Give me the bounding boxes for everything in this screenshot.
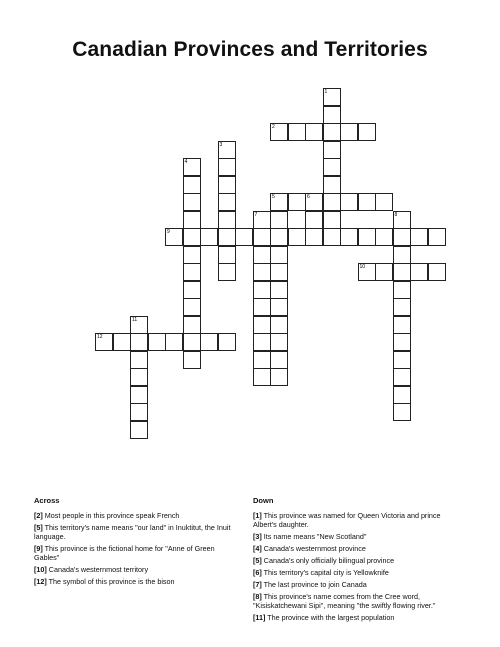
down-clue — [253, 580, 458, 589]
grid-cell[interactable] — [428, 263, 446, 281]
grid-cell[interactable] — [288, 228, 306, 246]
clue-number: 11 — [132, 316, 138, 323]
grid-cell[interactable] — [148, 333, 166, 351]
clue-text: Canada's westernmost territory — [46, 565, 149, 574]
down-clues — [253, 496, 458, 625]
grid-cell[interactable] — [130, 403, 148, 421]
clue-number: 12 — [97, 334, 103, 340]
down-clue — [253, 568, 458, 577]
clue-text: Canada's westernmost province — [261, 544, 366, 553]
grid-cell[interactable] — [393, 263, 411, 281]
grid-cell[interactable] — [218, 193, 236, 211]
grid-cell[interactable] — [410, 228, 428, 246]
grid-cell[interactable] — [183, 298, 201, 316]
grid-cell[interactable] — [183, 333, 201, 351]
grid-cell[interactable] — [323, 141, 341, 159]
clue-label: [12] — [34, 577, 47, 586]
grid-cell[interactable] — [323, 228, 341, 246]
grid-cell[interactable] — [340, 193, 358, 211]
clue-label: [5] — [34, 523, 43, 532]
grid-cell[interactable] — [253, 351, 271, 369]
grid-cell[interactable] — [253, 368, 271, 386]
grid-cell[interactable] — [218, 246, 236, 264]
down-heading: Down — [253, 496, 274, 505]
grid-cell[interactable] — [428, 228, 446, 246]
grid-cell[interactable] — [393, 298, 411, 316]
grid-cell[interactable] — [218, 211, 236, 229]
grid-cell[interactable] — [270, 193, 288, 211]
clue-label: [7] — [253, 580, 262, 589]
grid-cell[interactable] — [218, 176, 236, 194]
grid-cell[interactable] — [270, 316, 288, 334]
down-clue — [253, 511, 458, 529]
clue-text: Most people in this province speak French — [42, 511, 180, 520]
clue-number: 7 — [254, 211, 258, 218]
clue-number: 2 — [272, 124, 275, 130]
grid-cell[interactable] — [270, 351, 288, 369]
across-heading: Across — [34, 496, 60, 505]
grid-cell[interactable] — [270, 246, 288, 264]
grid-cell[interactable] — [183, 193, 201, 211]
across-clue — [34, 523, 239, 541]
grid-cell[interactable] — [183, 246, 201, 264]
grid-cell[interactable] — [288, 123, 306, 141]
clue-number: 3 — [219, 141, 223, 148]
grid-cell[interactable] — [130, 421, 148, 439]
grid-cell[interactable] — [323, 211, 341, 229]
grid-cell[interactable] — [183, 158, 201, 176]
grid-cell[interactable] — [183, 263, 201, 281]
clue-label: [8] — [253, 592, 262, 601]
grid-cell[interactable] — [130, 386, 148, 404]
grid-cell[interactable] — [270, 211, 288, 229]
grid-cell[interactable] — [340, 123, 358, 141]
grid-cell[interactable] — [410, 263, 428, 281]
grid-cell[interactable] — [165, 228, 183, 246]
grid-cell[interactable] — [323, 88, 341, 106]
grid-cell[interactable] — [253, 211, 271, 229]
clue-number: 9 — [167, 229, 170, 235]
clue-text: The last province to join Canada — [261, 580, 367, 589]
clue-label: [5] — [253, 556, 262, 565]
grid-cell[interactable] — [375, 193, 393, 211]
grid-cell[interactable] — [253, 246, 271, 264]
grid-cell[interactable] — [305, 211, 323, 229]
grid-cell[interactable] — [218, 158, 236, 176]
grid-cell[interactable] — [393, 316, 411, 334]
clue-number: 4 — [184, 159, 188, 165]
down-clue — [253, 544, 458, 553]
clue-text: This territory's name means "our land" in Inuktitut, the Inuit language. — [34, 523, 231, 541]
down-clue-list — [253, 511, 458, 622]
grid-cell[interactable] — [183, 281, 201, 299]
grid-cell[interactable] — [253, 228, 271, 246]
grid-cell[interactable] — [183, 228, 201, 246]
down-clue — [253, 556, 458, 565]
across-clue-list — [34, 511, 239, 586]
grid-cell[interactable] — [253, 333, 271, 351]
down-clue — [253, 613, 458, 622]
grid-cell[interactable] — [358, 228, 376, 246]
clue-text: The province with the largest population — [265, 613, 395, 622]
grid-cell[interactable] — [375, 263, 393, 281]
across-clue — [34, 511, 239, 520]
grid-cell[interactable] — [393, 386, 411, 404]
grid-cell[interactable] — [393, 403, 411, 421]
clue-text: The symbol of this province is the bison — [46, 577, 175, 586]
clue-label: [11] — [253, 613, 266, 622]
grid-cell[interactable] — [270, 228, 288, 246]
across-clue — [34, 544, 239, 562]
grid-cell[interactable] — [270, 333, 288, 351]
grid-cell[interactable] — [323, 193, 341, 211]
clue-label: [1] — [253, 511, 262, 520]
grid-cell[interactable] — [288, 193, 306, 211]
grid-cell[interactable] — [323, 158, 341, 176]
clue-text: Its name means "New Scotland" — [261, 532, 367, 541]
clue-text: Canada's only officially bilingual province — [261, 556, 395, 565]
clue-label: [6] — [253, 568, 262, 577]
clue-number: 5 — [272, 194, 275, 200]
grid-cell[interactable] — [183, 351, 201, 369]
down-clue — [253, 592, 458, 610]
grid-cell[interactable] — [165, 333, 183, 351]
grid-cell[interactable] — [305, 228, 323, 246]
grid-cell[interactable] — [393, 281, 411, 299]
grid-cell[interactable] — [253, 281, 271, 299]
grid-cell[interactable] — [218, 141, 236, 159]
grid-cell[interactable] — [253, 298, 271, 316]
grid-cell[interactable] — [113, 333, 131, 351]
grid-cell[interactable] — [393, 211, 411, 229]
clue-number: 6 — [307, 194, 310, 200]
grid-cell[interactable] — [375, 228, 393, 246]
grid-cell[interactable] — [200, 333, 218, 351]
grid-cell[interactable] — [218, 263, 236, 281]
clue-label: [2] — [34, 511, 43, 520]
clue-label: [9] — [34, 544, 43, 553]
grid-cell[interactable] — [358, 123, 376, 141]
grid-cell[interactable] — [130, 351, 148, 369]
clue-label: [3] — [253, 532, 262, 541]
clue-label: [10] — [34, 565, 47, 574]
clue-number: 8 — [394, 211, 398, 218]
grid-cell[interactable] — [235, 228, 253, 246]
grid-cell[interactable] — [183, 211, 201, 229]
grid-cell[interactable] — [130, 333, 148, 351]
grid-cell[interactable] — [200, 228, 218, 246]
grid-cell[interactable] — [130, 316, 148, 334]
clue-number: 10 — [359, 264, 366, 270]
grid-cell[interactable] — [270, 368, 288, 386]
clue-text: This territory's capital city is Yellowknife — [261, 568, 389, 577]
grid-cell[interactable] — [270, 298, 288, 316]
grid-cell[interactable] — [270, 123, 288, 141]
grid-cell[interactable] — [323, 123, 341, 141]
grid-cell[interactable] — [305, 123, 323, 141]
grid-cell[interactable] — [358, 193, 376, 211]
grid-cell[interactable] — [218, 333, 236, 351]
clue-text: This province is the fictional home for "Anne of Green Gables" — [34, 544, 215, 562]
clue-text: This province was named for Queen Victoria and prince Albert's daughter. — [253, 511, 441, 529]
grid-cell[interactable] — [253, 316, 271, 334]
grid-cell[interactable] — [270, 263, 288, 281]
clue-number: 1 — [324, 89, 328, 95]
grid-cell[interactable] — [183, 316, 201, 334]
grid-cell[interactable] — [253, 263, 271, 281]
down-clue — [253, 532, 458, 541]
clue-text: This province's name comes from the Cree word, "Kisiskatchewani Sipi", meaning "the swiftly flowing river." — [253, 592, 436, 610]
grid-cell[interactable] — [340, 228, 358, 246]
grid-cell[interactable] — [183, 176, 201, 194]
across-clue — [34, 577, 239, 586]
grid-cell[interactable] — [393, 333, 411, 351]
grid-cell[interactable] — [130, 368, 148, 386]
page-title: Canadian Provinces and Territories — [72, 38, 428, 61]
grid-cell[interactable] — [393, 228, 411, 246]
grid-cell[interactable] — [323, 106, 341, 124]
clue-label: [4] — [253, 544, 262, 553]
grid-cell[interactable] — [218, 228, 236, 246]
grid-cell[interactable] — [305, 193, 323, 211]
grid-cell[interactable] — [358, 263, 376, 281]
grid-cell[interactable] — [270, 281, 288, 299]
grid-cell[interactable] — [393, 246, 411, 264]
across-clues — [34, 496, 239, 589]
across-clue — [34, 565, 239, 574]
grid-cell[interactable] — [95, 333, 113, 351]
grid-cell[interactable] — [323, 176, 341, 194]
grid-cell[interactable] — [393, 351, 411, 369]
grid-cell[interactable] — [393, 368, 411, 386]
